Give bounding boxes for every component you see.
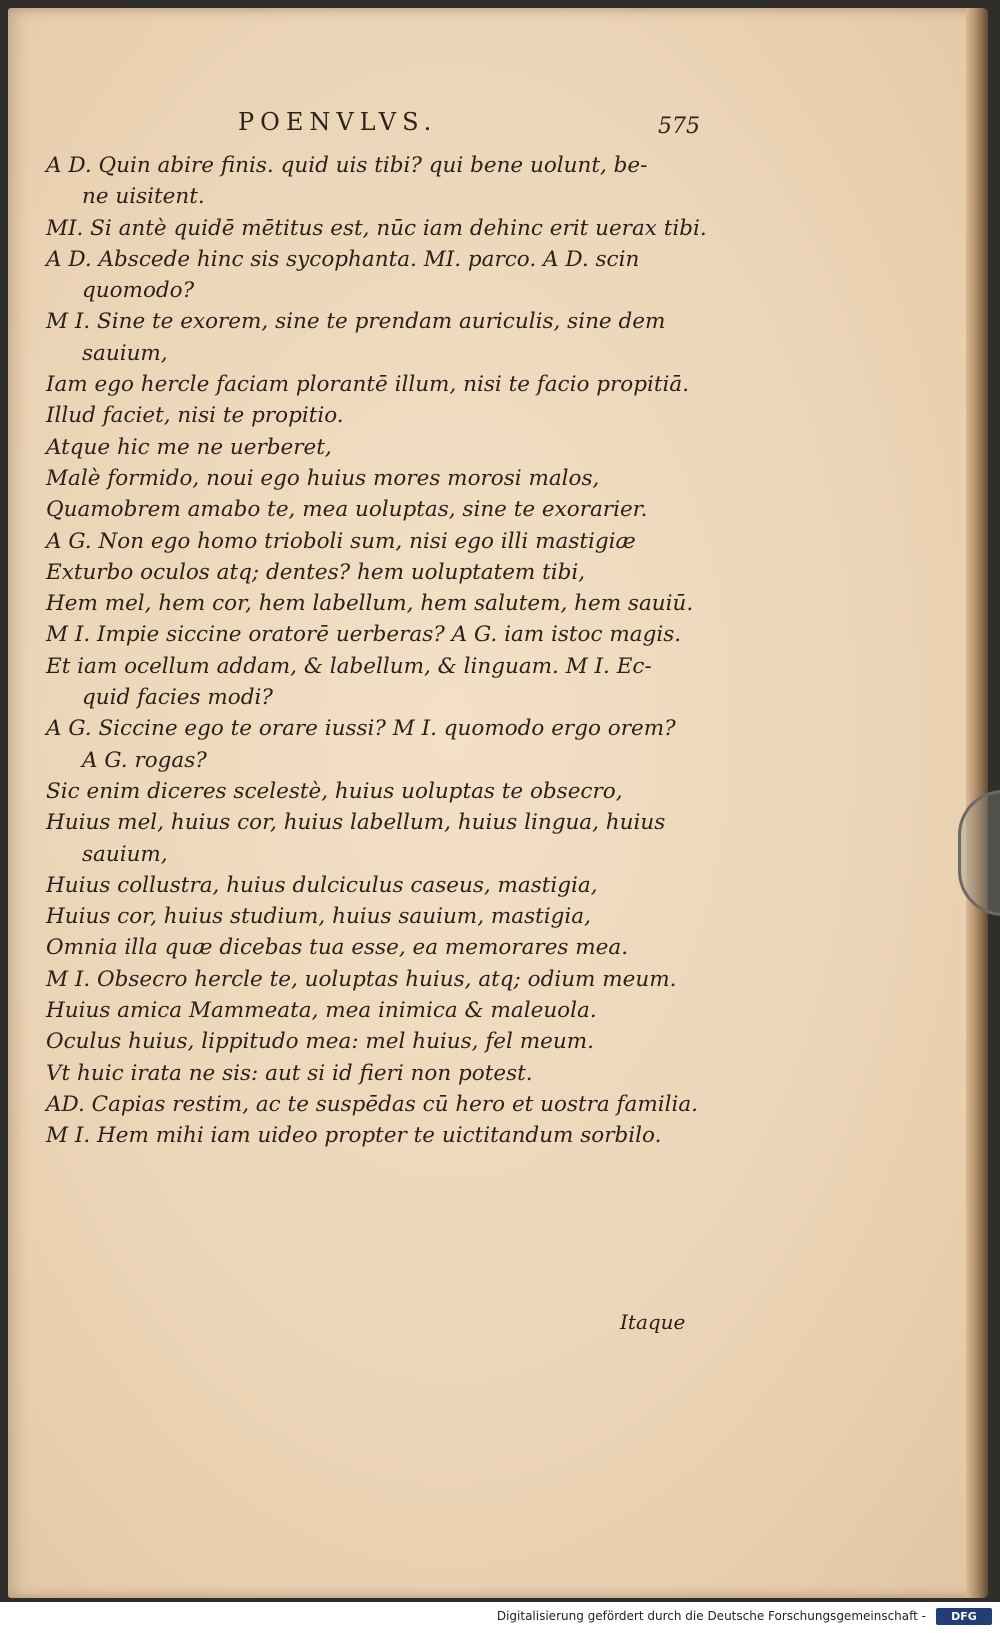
text-line: M I. Obsecro hercle te, uoluptas huius, atq; odium meum. (46, 966, 677, 992)
text-line: AD. Capias restim, ac te suspēdas cū hero et uostra familia. (46, 1091, 698, 1117)
page-text (46, 150, 736, 1152)
text-line: M I. Sine te exorem, sine te prendam auriculis, sine dem (46, 309, 666, 335)
text-line: M I. Impie siccine oratorē uerberas? A G. iam istoc magis. (46, 622, 682, 648)
text-line: Atque hic me ne uerberet, (46, 434, 332, 460)
dfg-logo-icon: DFG (936, 1608, 992, 1625)
page-header (8, 108, 988, 148)
text-line: Iam ego hercle faciam plorantē illum, nisi te facio propitiā. (46, 372, 690, 398)
text-line: Malè formido, noui ego huius mores morosi malos, (46, 465, 600, 491)
digitization-footer (0, 1602, 1000, 1633)
running-title: POENVLVS. (238, 108, 438, 136)
text-line: Illud faciet, nisi te propitio. (46, 403, 344, 429)
page-number: 575 (658, 114, 700, 139)
text-line: A G. Siccine ego te orare iussi? M I. quomodo ergo orem? (46, 716, 676, 742)
text-line: Quamobrem amabo te, mea uoluptas, sine te exorarier. (46, 497, 648, 523)
catchword: Itaque (620, 1310, 686, 1334)
text-line: Huius cor, huius studium, huius sauium, mastigia, (46, 904, 591, 930)
text-line: M I. Hem mihi iam uideo propter te uictitandum sorbilo. (46, 1123, 662, 1149)
text-line: A D. Quin abire finis. quid uis tibi? qui bene uolunt, be- (46, 153, 648, 178)
text-line: Vt huic irata ne sis: aut si id fieri non potest. (46, 1060, 533, 1086)
text-line: Huius collustra, huius dulciculus caseus, mastigia, (46, 872, 598, 898)
text-line: Exturbo oculos atq; dentes? hem uoluptatem tibi, (46, 559, 586, 585)
text-line: A D. Abscede hinc sis sycophanta. MI. parco. A D. scin (46, 246, 640, 272)
text-line: A G. Non ego homo trioboli sum, nisi ego illi mastigiæ (46, 528, 636, 554)
text-line: Et iam ocellum addam, & labellum, & linguam. M I. Ec- (46, 653, 652, 679)
text-line: MI. Si antè quidē mētitus est, nūc iam dehinc erit uerax tibi. (46, 215, 707, 241)
text-line: Huius amica Mammeata, mea inimica & maleuola. (46, 998, 597, 1024)
text-line: Hem mel, hem cor, hem labellum, hem salutem, hem sauiū. (46, 591, 694, 617)
text-line: ne uisitent. (82, 184, 205, 210)
text-line: A G. rogas? (82, 747, 207, 773)
text-line: sauium, (82, 340, 168, 366)
book-page (8, 8, 988, 1598)
text-line: quid facies modi? (82, 685, 273, 711)
text-line: Huius mel, huius cor, huius labellum, huius lingua, huius (46, 810, 666, 836)
funding-notice: Digitalisierung gefördert durch die Deutsche Forschungsgemeinschaft - (496, 1609, 926, 1623)
text-line: Oculus huius, lippitudo mea: mel huius, fel meum. (46, 1029, 594, 1055)
text-line: Sic enim diceres scelestè, huius uoluptas te obsecro, (46, 778, 623, 804)
text-line: quomodo? (82, 278, 195, 304)
text-line: sauium, (82, 841, 168, 867)
text-line: Omnia illa quæ dicebas tua esse, ea memorares mea. (46, 935, 629, 961)
